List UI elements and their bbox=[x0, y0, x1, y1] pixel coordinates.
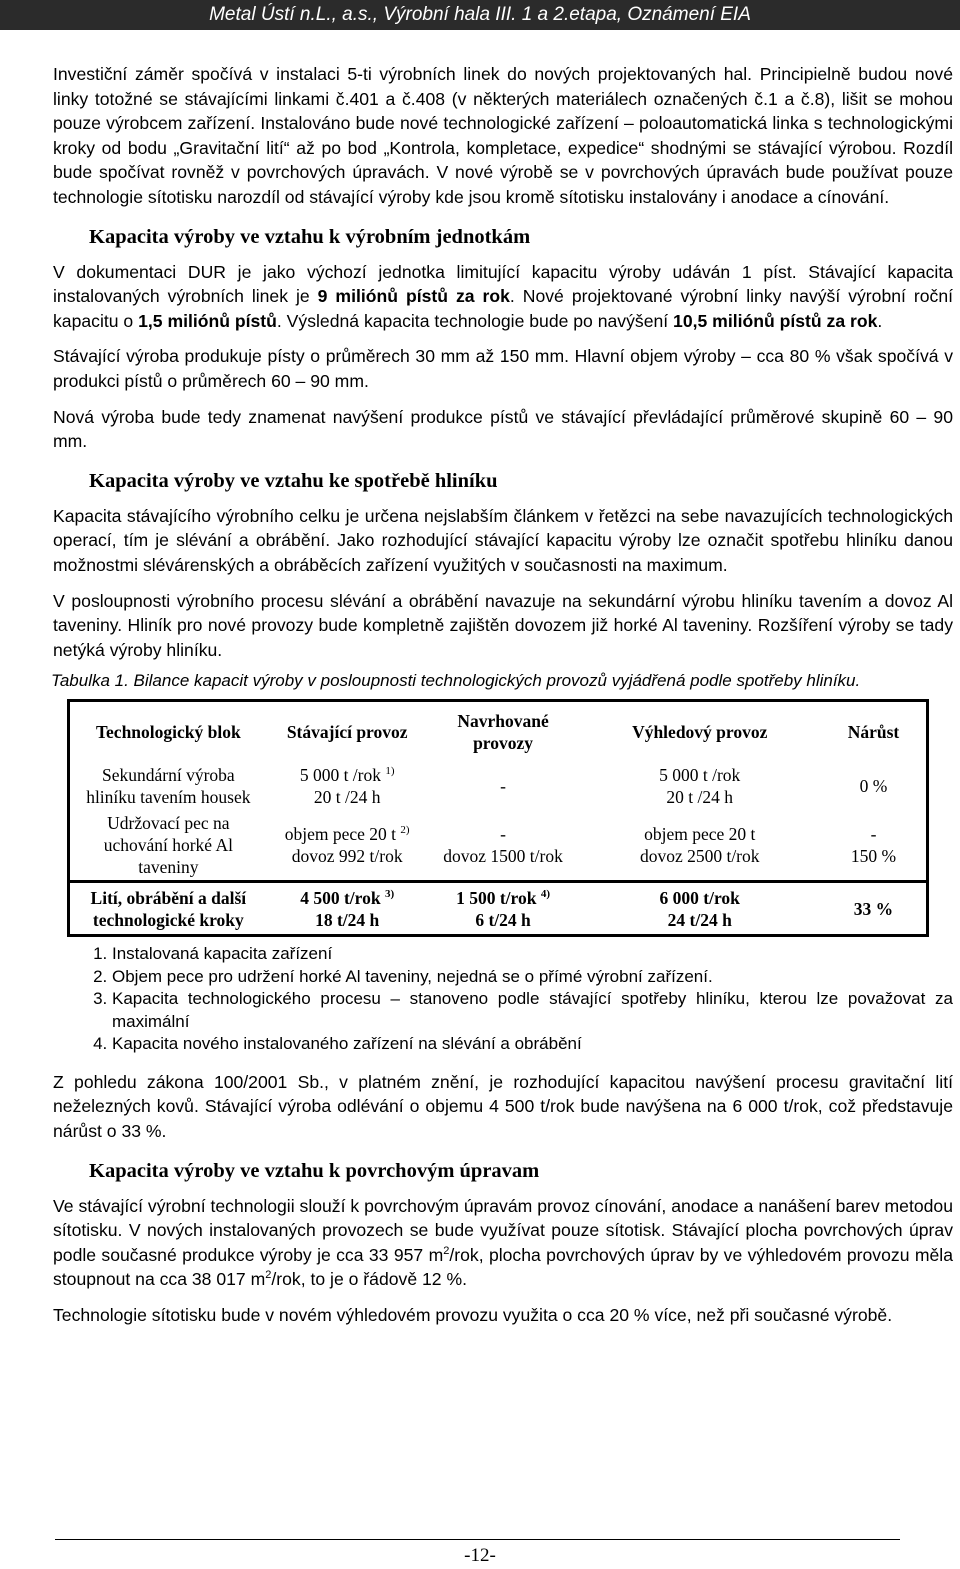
table-cell: Udržovací pec na uchování horké Al taveniny bbox=[103, 813, 233, 878]
document-header: Metal Ústí n.L., a.s., Výrobní hala III. 1 a 2.etapa, Oznámení EIA bbox=[0, 0, 960, 30]
table-row bbox=[69, 762, 928, 810]
table-header-cell: Výhledový provoz bbox=[632, 722, 768, 743]
footnote-item: 4. Kapacita nového instalovaného zařízení na slévání a obrábění bbox=[112, 1033, 953, 1056]
table-caption: Tabulka 1. Bilance kapacit výroby v posloupnosti technologických provozů vyjádřená podle spotřeby hliníku. bbox=[51, 671, 861, 691]
paragraph-screen-printing: Technologie sítotisku bude v novém výhledovém provozu využita o cca 20 % více, než při současné výrobě. bbox=[53, 1304, 893, 1325]
table-row bbox=[69, 810, 928, 882]
paragraph-new-production: Nová výroba bude tedy znamenat navýšení produkce pístů ve stávající převládající průměrové skupině 60 – 90 mm. bbox=[53, 406, 953, 452]
table-cell: 33 % bbox=[853, 898, 894, 919]
section-heading-surface-treatment: Kapacita výroby ve vztahu k povrchovým úpravam bbox=[89, 1159, 540, 1182]
footnote-item: 3. Kapacita technologického procesu – stanoveno podle stávající spotřeby hliníku, kterou lze považovat za maximální bbox=[112, 988, 953, 1033]
table-cell: 0 % bbox=[859, 776, 888, 797]
table-cell: objem pece 20 t $^{2)}$ dovoz 992 t/rok bbox=[284, 824, 410, 867]
paragraph-capacity-units: V dokumentaci DUR je jako výchozí jednotka limitující kapacitu výroby udáván 1 píst. Stávající kapacita instalovaných výrobních linek je 9 miliónů pístů za rok. Nové projektované výrobní linky navýší výrobní roční kapacitu o 1,5 miliónů pístů. Výsledná kapacita technologie bude po navýšení 10,5 miliónů pístů za rok. bbox=[53, 261, 954, 331]
table-header-cell: Technologický blok bbox=[95, 722, 241, 743]
table-cell: 6 000 t/rok 24 t/24 h bbox=[659, 887, 740, 930]
page-body bbox=[53, 62, 953, 1328]
paragraph-process-sequence: V posloupnosti výrobního procesu slévání a obrábění navazuje na sekundární výrobu hliníku tavením a dovoz Al taveniny. Hliník pro nové provozy bude kompletně zajištěn dovozem již horké Al taveniny. Rozšíření výroby se tady netýká výroby hliníku. bbox=[53, 590, 953, 660]
table-cell: - 150 % bbox=[850, 824, 897, 867]
table-cell: Sekundární výroba hliníku tavením housek bbox=[86, 765, 251, 808]
capacity-table bbox=[67, 699, 929, 937]
table-cell: 4 500 t/rok $^{3)}$ 18 t/24 h bbox=[300, 887, 395, 930]
table-cell: 5 000 t /rok 20 t /24 h bbox=[659, 765, 741, 808]
paragraph-law-capacity: Z pohledu zákona 100/2001 Sb., v platném znění, je rozhodující kapacitou navýšení procesu gravitační lití neželezných kovů. Stávající výroba odlévání o objemu 4 500 t/rok bude navýšena na 6 000 t/rok, což představuje nárůst o 33 %. bbox=[53, 1071, 953, 1141]
table-footnotes bbox=[53, 943, 953, 1056]
table-cell: 1 500 t/rok $^{4)}$ 6 t/24 h bbox=[456, 887, 551, 930]
footnote-item: 1. Instalovaná kapacita zařízení bbox=[112, 943, 953, 966]
footnote-item: 2. Objem pece pro udržení horké Al taveniny, nejedná se o přímé výrobní zařízení. bbox=[112, 966, 953, 989]
table-header-cell: Navrhované provozy bbox=[457, 711, 549, 754]
table-cell: Lití, obrábění a další technologické kroky bbox=[90, 887, 247, 930]
table-cell: - dovoz 1500 t/rok bbox=[443, 824, 563, 867]
paragraph-surface-treatment: Ve stávající výrobní technologii slouží k povrchovým úpravám provoz cínování, anodace a nanášení barev metodou sítotisku. V nových instalovaných provozech se bude využívat pouze sítotisk. Stávající plocha povrchových úprav podle současné produkce výroby je cca 33 957 $m^2$/rok, plocha povrchových úprav by ve výhledovém provozu měla stoupnout na cca 38 017 $m^2$/rok, to je o řádově 12 %. bbox=[53, 1195, 953, 1290]
table-header-row bbox=[69, 701, 928, 763]
paragraph-capacity-aluminium: Kapacita stávajícího výrobního celku je určena nejslabším článkem v řetězci na sebe navazujících technologických operací, tím je slévání a obrábění. Jako rozhodující stávající kapacitu výroby lze označit spotřebu hliníku danou možnostmi slévárenských a obráběcích zařízení využitých v současnosti na maximum. bbox=[53, 505, 953, 575]
table-cell: 5 000 t /rok $^{1)}$ 20 t /24 h bbox=[299, 765, 395, 808]
table-cell: objem pece 20 t dovoz 2500 t/rok bbox=[639, 824, 760, 867]
intro-paragraph: Investiční záměr spočívá v instalaci 5-ti výrobních linek do nových projektovaných hal. Principielně budou nové linky totožné se stávajícími linkami č.401 a č.408 (v některých materiálech označených č.1 a č.8), lišit se mohou pouze výrobcem zařízení. Instalováno bude nové technologické zařízení – poloautomatická linka s technologickými kroky od bodu „Gravitační lití“ až po bod „Kontrola, kompletace, expedice“ shodnými se stávající výrobou. Rozdíl bude spočívat rovněž v povrchových úpravách. V nové výrobě se v povrchových úpravách bude používat pouze technologie sítotisku narozdíl od stávající výroby kde jsou kromě sítotisku instalovány i anodace a cínování. bbox=[53, 64, 953, 207]
section-heading-production-units: Kapacita výroby ve vztahu k výrobním jednotkám bbox=[89, 225, 531, 248]
section-heading-aluminium: Kapacita výroby ve vztahu ke spotřebě hliníku bbox=[89, 469, 498, 492]
table-cell: - bbox=[500, 776, 506, 797]
table-header-cell: Nárůst bbox=[847, 722, 900, 743]
page-number: -12- bbox=[464, 1545, 496, 1566]
paragraph-piston-diameters: Stávající výroba produkuje písty o průměrech 30 mm až 150 mm. Hlavní objem výroby – cca 80 % však spočívá v produkci pístů o průměrech 60 – 90 mm. bbox=[53, 346, 953, 391]
table-header-cell: Stávající provoz bbox=[286, 722, 408, 743]
footer-divider bbox=[55, 1539, 900, 1540]
table-row bbox=[69, 882, 928, 936]
